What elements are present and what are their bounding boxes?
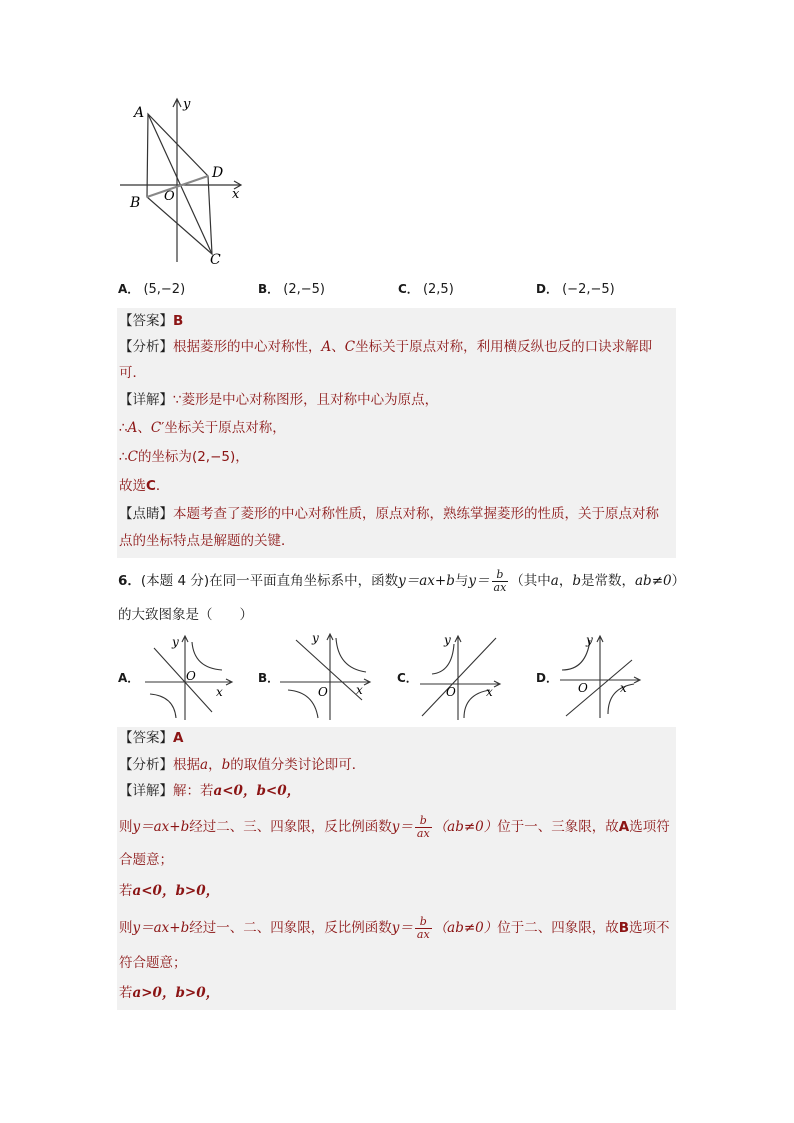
q5-answer-line: 【答案】B [119,313,184,329]
q5-comment-line-1: 【点睛】本题考查了菱形的中心对称性质，原点对称，熟练掌握菱形的性质，关于原点对称 [119,506,659,522]
q5-detail-line-3: ∴C的坐标为(2,−5)， [119,449,249,465]
q6-case2-fraction: $\frac{b}{ax}$ [416,914,430,941]
q6-option-a-letter[interactable]: A． [118,671,140,685]
q6-option-d-letter[interactable]: D． [536,671,558,685]
q6-case2-line-1: 则y＝ax+b经过一、二、四象限，反比例函数y＝ $\frac{b}{ax}$ （ab≠0）位于二、四象限，故B选项不 [119,914,670,941]
q6-detail-line-1: 【详解】解：若a<0，b<0， [119,783,301,799]
q6-case2-cond-line: 若a<0，b>0， [119,883,220,899]
q6-answer-line: 【答案】A [119,730,184,746]
q6-analysis-line: 【分析】根据a，b的取值分类讨论即可． [119,757,366,773]
q6-option-c-letter[interactable]: C． [397,671,418,685]
q6-graph-c-o-label: O [446,685,456,699]
q6-graph-d-y-label: y [586,633,593,647]
q6-graph-b-y-label: y [312,631,319,645]
q6-case1-line-1: 则y＝ax+b经过二、三、四象限，反比例函数y＝ $\frac{b}{ax}$ （ab≠0）位于一、三象限，故A选项符 [119,813,670,840]
q6-graph-c-y-label: y [444,633,451,647]
q6-graph-d-x-label: x [620,681,627,695]
label-A: A [134,105,145,121]
q5-options [118,280,678,300]
q6-graph-b-o-label: O [318,685,328,699]
q6-graph-a-y-label: y [172,635,179,649]
q5-analysis-line-2: 可． [119,365,146,381]
label-O: O [164,189,175,204]
q6-graph-b[interactable] [278,628,378,722]
q6-graph-a-x-label: x [216,685,223,699]
q6-graph-a[interactable] [140,630,240,722]
q6-graph-d-o-label: O [578,681,588,695]
q6-graph-a-o-label: O [186,669,196,683]
q6-case2-line-2: 符合题意； [119,955,187,971]
q6-graph-c[interactable] [418,630,518,722]
q6-case1-line-2: 合题意； [119,852,173,868]
q5-detail-line-4: 故选C． [119,478,170,494]
q6-stem-line-2: 的大致图象是（ ） [118,607,253,623]
q5-option-c[interactable]: C． (2,5) [398,282,454,297]
q6-stem-line-1: 6．(本题 4 分)在同一平面直角坐标系中，函数y＝ax+b与y＝ $\frac{b}{ax}$ （其中a，b是常数，ab≠0） [118,567,686,594]
q6-graph-c-x-label: x [486,685,493,699]
q6-graph-d[interactable] [558,630,658,722]
label-D: D [212,165,224,181]
q6-case3-cond-line: 若a>0，b>0， [119,985,220,1001]
q5-analysis-line-1: 【分析】根据菱形的中心对称性，A、C坐标关于原点对称，利用横反纵也反的口诀求解即 [119,339,653,355]
q6-stem-fraction: $\frac{b}{ax}$ [493,567,507,594]
q5-option-b[interactable]: B． (2,−5) [258,282,326,297]
q5-detail-line-2: ∴A、C′坐标关于原点对称， [119,420,286,436]
q5-comment-line-2: 点的坐标特点是解题的关键． [119,533,295,549]
q6-case1-fraction: $\frac{b}{ax}$ [416,813,430,840]
q6-option-b-letter[interactable]: B． [258,671,280,685]
label-B: B [130,195,141,211]
q5-solution-block [117,308,676,558]
q5-detail-line-1: 【详解】∵菱形是中心对称图形，且对称中心为原点， [119,392,439,408]
label-x: x [232,187,240,202]
label-C: C [210,252,221,268]
q6-graph-b-x-label: x [356,683,363,697]
rhombus-figure [110,92,250,272]
q5-option-a[interactable]: A． (5,−2) [118,282,186,297]
q5-option-d[interactable]: D． (−2,−5) [536,282,615,297]
q6-solution-block [117,727,676,1010]
label-y: y [183,97,191,112]
